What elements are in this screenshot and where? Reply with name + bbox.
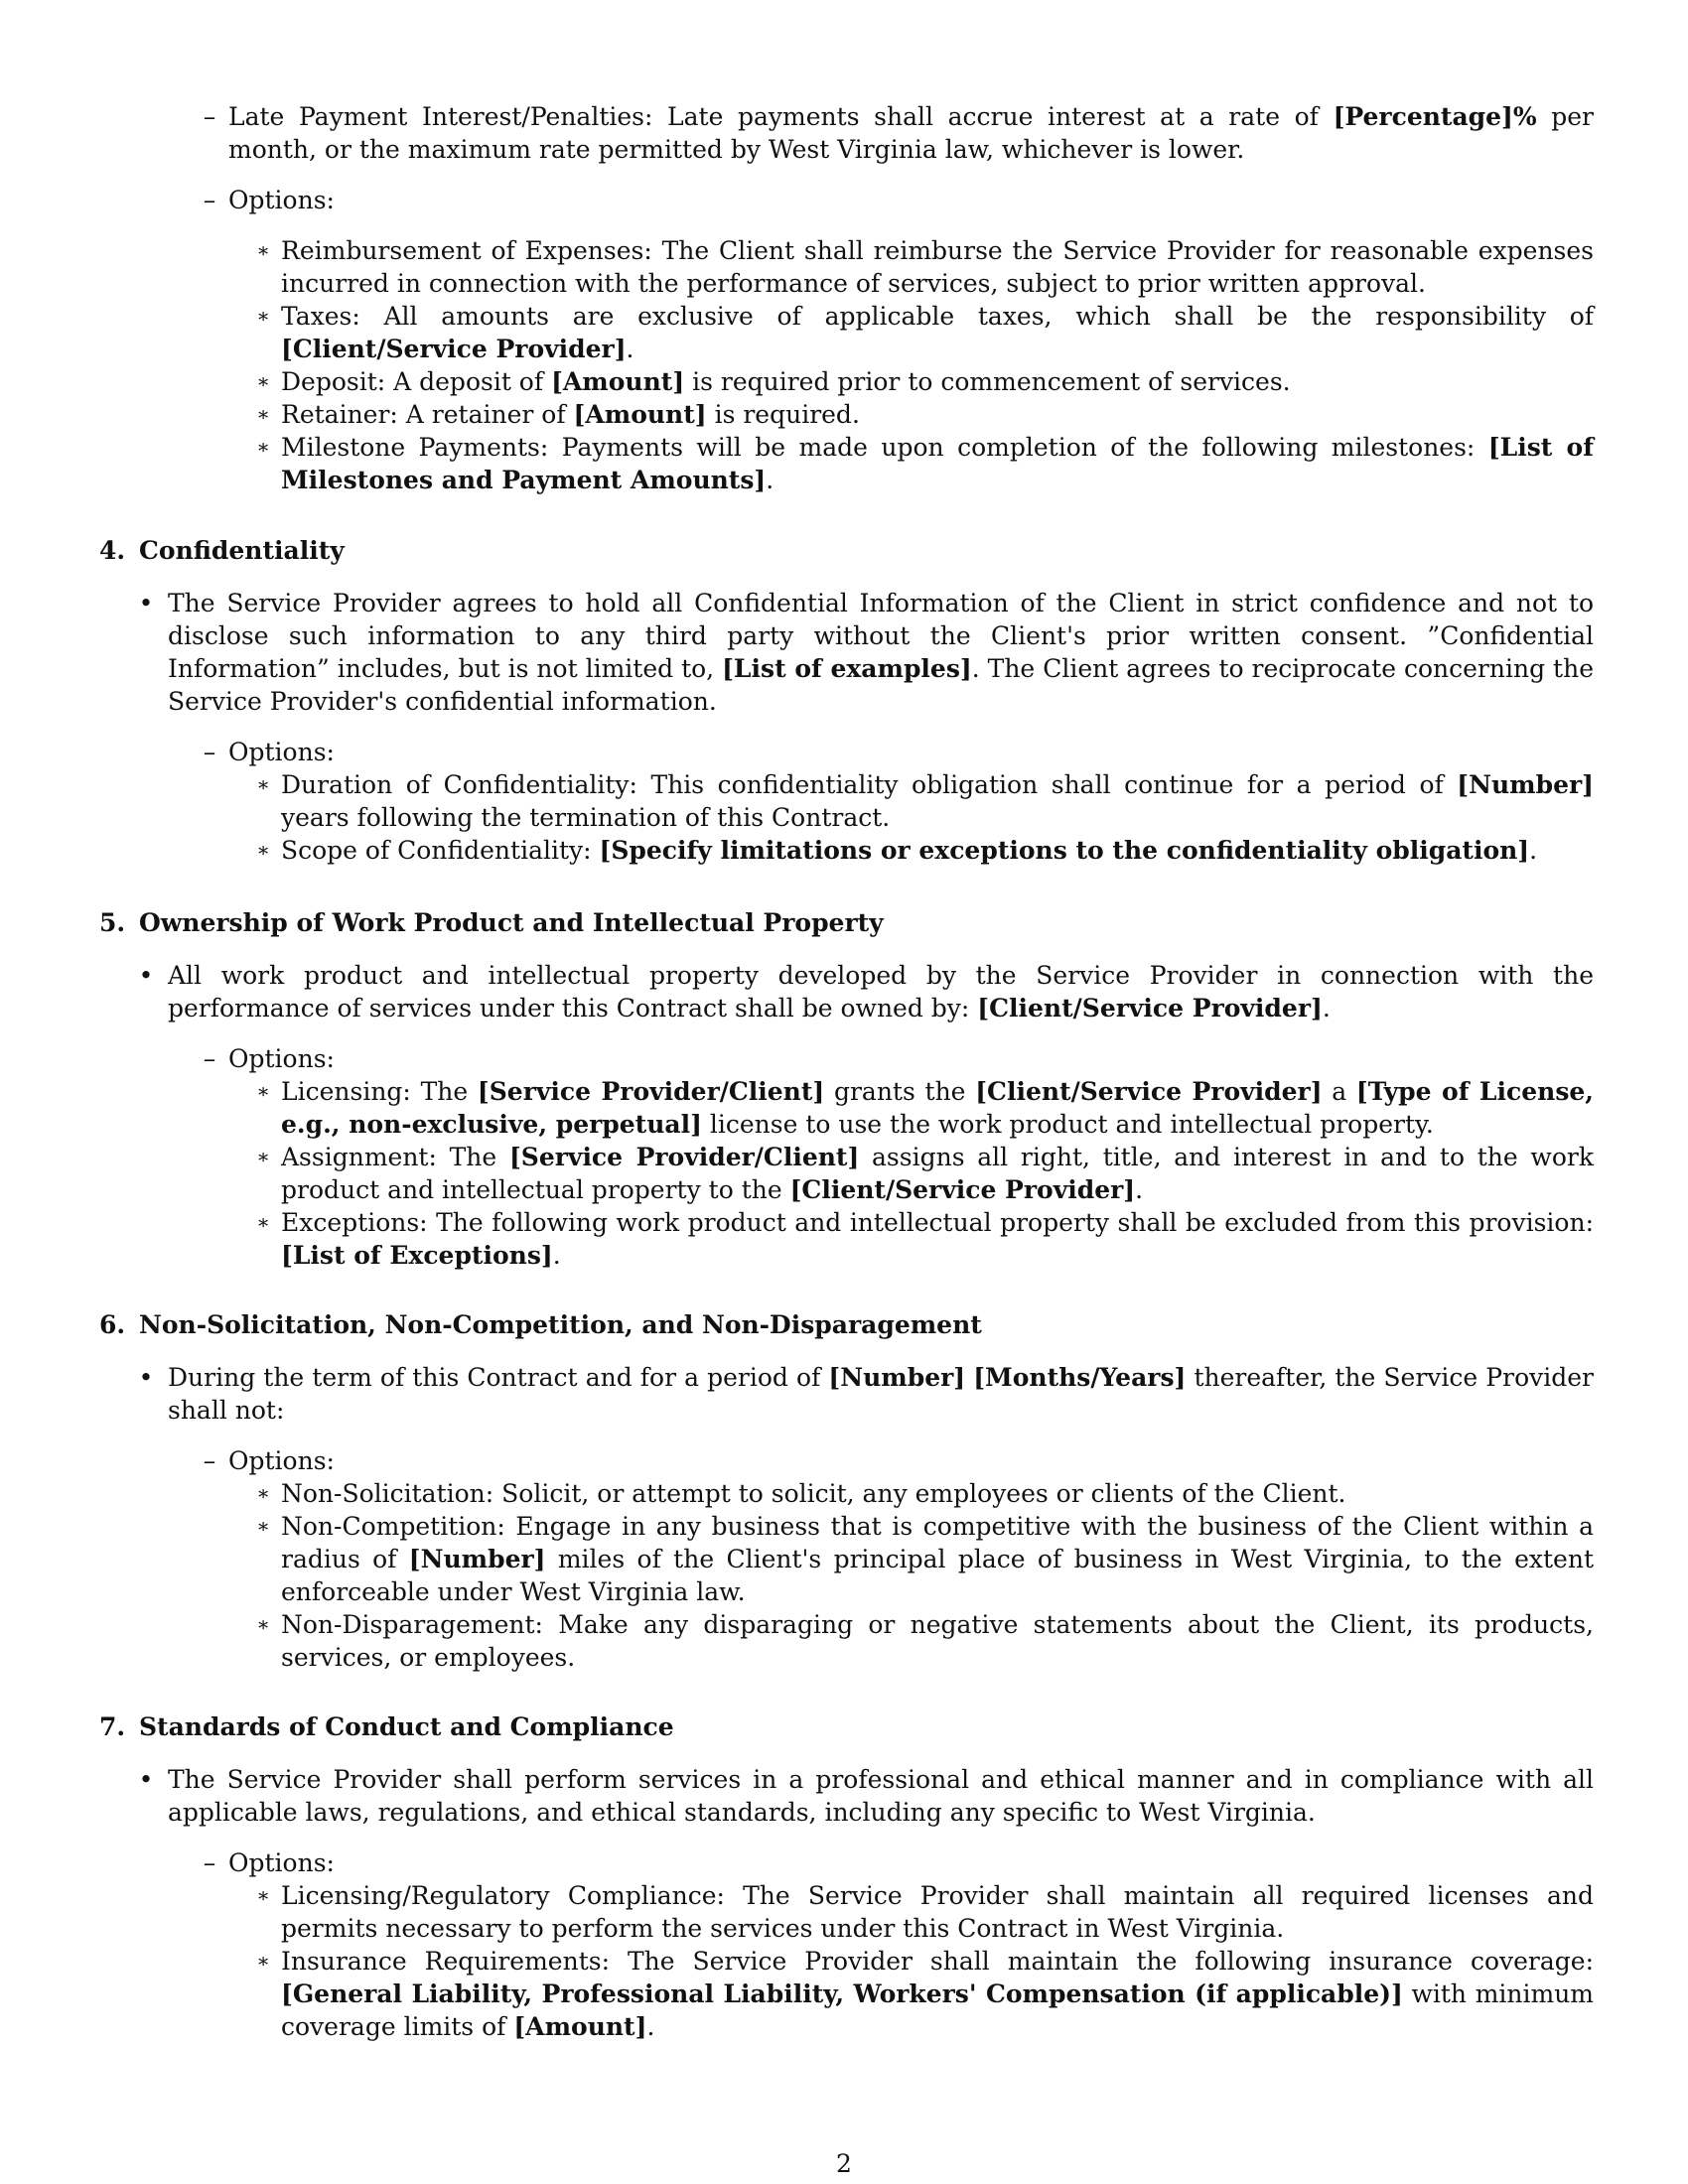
- bullet-dot: •: [138, 1765, 154, 1794]
- asterisk-bullet: ∗: [256, 369, 270, 393]
- section-heading-confidentiality: 4. Confidentiality: [99, 536, 345, 565]
- scope-option: Scope of Confidentiality: [Specify limitations or exceptions to the confidentiality obligation].: [281, 836, 1538, 865]
- confidentiality-paragraph: The Service Provider agrees to hold all Confidential Information of the Client in strict confidence and not to disclose such information to any third party without the Client's prior written consent. ”Confidential Information” includes, but is not limited to, [List of examples]. The Client agrees to reciprocate concerning the Service Provider's confidential information.: [168, 589, 1594, 716]
- retainer-option: Retainer: A retainer of [Amount] is required.: [281, 400, 860, 429]
- asterisk-bullet: ∗: [256, 1481, 270, 1505]
- non-competition-option: Non-Competition: Engage in any business that is competitive with the business of the Client within a radius of [Number] miles of the Client's principal place of business in West Virginia, to the extent enforceable under West Virginia law.: [281, 1512, 1595, 1606]
- asterisk-bullet: ∗: [256, 772, 270, 796]
- section-heading-ownership: 5. Ownership of Work Product and Intellectual Property: [99, 908, 884, 937]
- asterisk-bullet: ∗: [256, 1145, 270, 1168]
- asterisk-bullet: ∗: [256, 1210, 270, 1234]
- asterisk-bullet: ∗: [256, 304, 270, 328]
- options-label: Options:: [228, 186, 335, 214]
- bullet-dot: •: [138, 961, 154, 990]
- reimbursement-option: Reimbursement of Expenses: The Client shall reimburse the Service Provider for reasonable expenses incurred in connection with the performance of services, subject to prior written approval.: [281, 236, 1594, 298]
- exceptions-option: Exceptions: The following work product and intellectual property shall be excluded from this provision: [List of Exceptions].: [281, 1208, 1594, 1270]
- assignment-option: Assignment: The [Service Provider/Client] assigns all right, title, and interest in and to the work product and intellectual property to the [Client/Service Provider].: [281, 1143, 1594, 1204]
- dash-bullet: –: [203, 1044, 216, 1073]
- section-heading-non-solicitation: 6. Non-Solicitation, Non-Competition, and Non-Disparagement: [99, 1310, 982, 1339]
- asterisk-bullet: ∗: [256, 1612, 270, 1636]
- non-solicitation-option: Non-Solicitation: Solicit, or attempt to solicit, any employees or clients of the Client.: [281, 1479, 1346, 1508]
- dash-bullet: –: [203, 102, 216, 131]
- taxes-option: Taxes: All amounts are exclusive of applicable taxes, which shall be the responsibility of [Client/Service Provider].: [281, 302, 1594, 363]
- licensing-option: Licensing: The [Service Provider/Client] grants the [Client/Service Provider] a [Type of License, e.g., non-exclusive, perpetual] license to use the work product and intellectual property.: [281, 1077, 1594, 1139]
- asterisk-bullet: ∗: [256, 1883, 270, 1907]
- ownership-paragraph: All work product and intellectual property developed by the Service Provider in connection with the performance of services under this Contract shall be owned by: [Client/Service Provider].: [168, 961, 1594, 1023]
- asterisk-bullet: ∗: [256, 435, 270, 459]
- late-payment-item: Late Payment Interest/Penalties: Late payments shall accrue interest at a rate of [Percentage]% per month, or the maximum rate permitted by West Virginia law, whichever is lower.: [228, 102, 1595, 164]
- duration-option: Duration of Confidentiality: This confidentiality obligation shall continue for a period of [Number] years following the termination of this Contract.: [281, 770, 1594, 832]
- dash-bullet: –: [203, 1446, 216, 1475]
- options-label: Options:: [228, 1848, 335, 1877]
- options-label: Options:: [228, 1044, 335, 1073]
- asterisk-bullet: ∗: [256, 402, 270, 426]
- asterisk-bullet: ∗: [256, 238, 270, 262]
- options-label: Options:: [228, 1446, 335, 1475]
- asterisk-bullet: ∗: [256, 838, 270, 862]
- deposit-option: Deposit: A deposit of [Amount] is required prior to commencement of services.: [281, 367, 1291, 396]
- asterisk-bullet: ∗: [256, 1079, 270, 1103]
- dash-bullet: –: [203, 738, 216, 766]
- section-heading-standards: 7. Standards of Conduct and Compliance: [99, 1712, 674, 1741]
- milestone-option: Milestone Payments: Payments will be made upon completion of the following milestones: [List of Milestones and Payment Amounts].: [281, 433, 1594, 494]
- bullet-dot: •: [138, 1363, 154, 1392]
- licensing-compliance-option: Licensing/Regulatory Compliance: The Service Provider shall maintain all required licenses and permits necessary to perform the services under this Contract in West Virginia.: [281, 1881, 1594, 1943]
- standards-paragraph: The Service Provider shall perform services in a professional and ethical manner and in compliance with all applicable laws, regulations, and ethical standards, including any specific to West Virginia.: [168, 1765, 1594, 1827]
- non-solicitation-paragraph: During the term of this Contract and for a period of [Number] [Months/Years] thereafter, the Service Provider shall not:: [168, 1363, 1594, 1425]
- insurance-option: Insurance Requirements: The Service Provider shall maintain the following insurance coverage: [General Liability, Professional Liability, Workers' Compensation (if applicable)] with minimum coverage limits of [Amount].: [281, 1947, 1595, 2041]
- dash-bullet: –: [203, 186, 216, 214]
- bullet-dot: •: [138, 589, 154, 617]
- asterisk-bullet: ∗: [256, 1949, 270, 1973]
- dash-bullet: –: [203, 1848, 216, 1877]
- page-number: 2: [836, 2149, 852, 2178]
- non-disparagement-option: Non-Disparagement: Make any disparaging or negative statements about the Client, its products, services, or employees.: [281, 1610, 1594, 1672]
- asterisk-bullet: ∗: [256, 1514, 270, 1538]
- options-label: Options:: [228, 738, 335, 766]
